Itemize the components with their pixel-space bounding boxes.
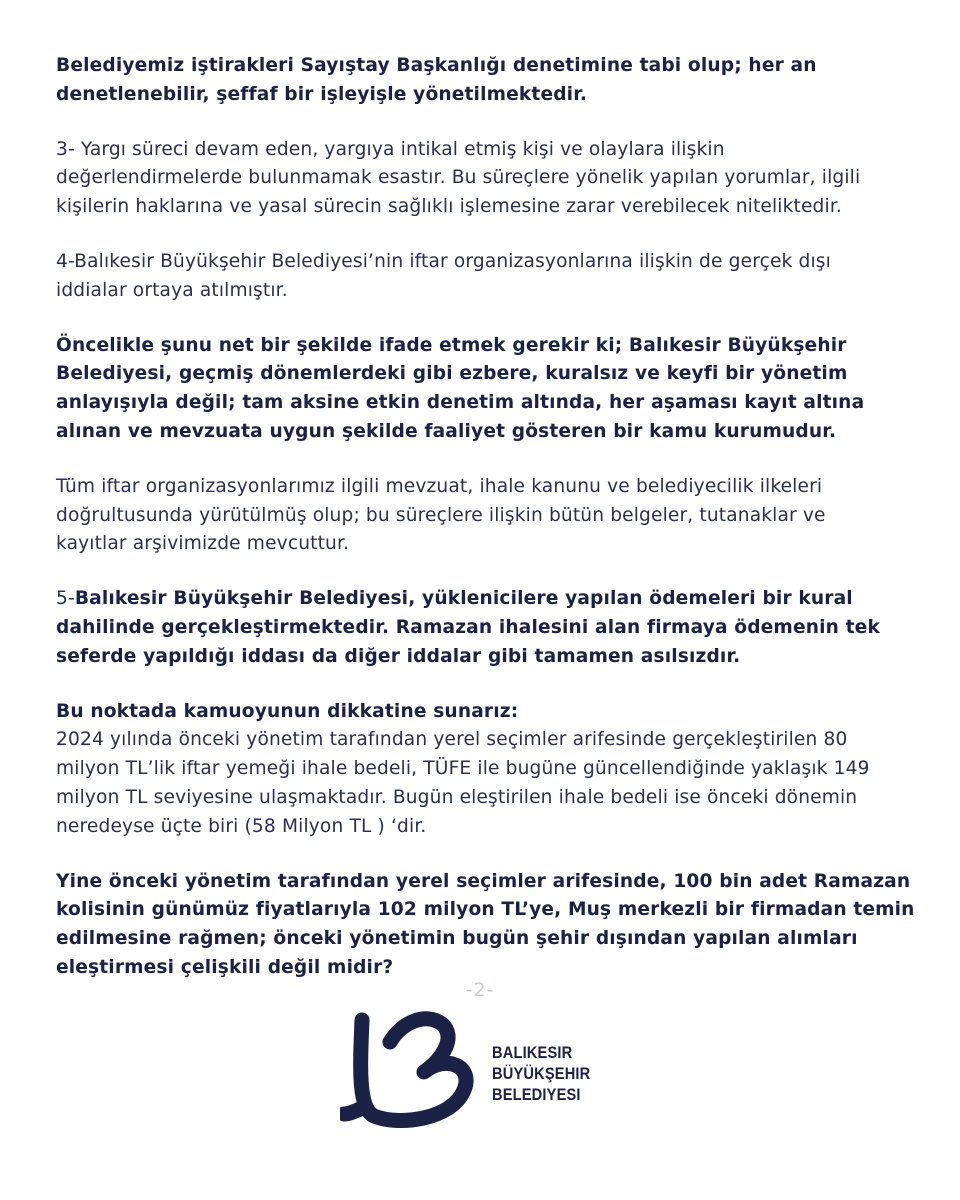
text-line: Öncelikle şunu net bir şekilde ifade etmek gerekir ki; Balıkesir Büyükşehir <box>56 334 847 356</box>
text-line: Yine önceki yönetim tarafından yerel seçimler arifesinde, 100 bin adet Ramazan <box>56 870 911 892</box>
text-line: dahilinde gerçekleştirmektedir. Ramazan ihalesini alan firmaya ödemenin tek <box>56 616 880 638</box>
item-number: 5- <box>56 588 75 610</box>
text-line: doğrultusunda yürütülmüş olup; bu süreçlere ilişkin bütün belgeler, tutanaklar ve <box>56 504 826 526</box>
paragraph-item-3 <box>56 136 912 222</box>
text-line: seferde yapıldığı iddası da diğer iddalar gibi tamamen asılsızdır. <box>56 645 741 667</box>
heart-b-logo-icon <box>340 1008 480 1133</box>
text-line: değerlendirmelerde bulunmamak esastır. Bu süreçlere yönelik yapılan yorumlar, ilgili <box>56 167 861 189</box>
text-segment: Balıkesir Büyükşehir Belediyesi, yüklenicilere yapılan ödemeleri bir kural <box>74 588 853 610</box>
text-line: alınan ve mevzuata uygun şekilde faaliyet gösteren bir kamu kurumudur. <box>56 420 837 442</box>
text-line: kolisinin günümüz fiyatlarıyla 102 milyon TL’ye, Muş merkezli bir firmadan temin <box>56 899 915 921</box>
text-line <box>56 585 912 614</box>
municipality-logo <box>340 1008 640 1138</box>
text-line: kişilerin haklarına ve yasal sürecin sağlıklı işlemesine zarar verebilecek niteliktedir. <box>56 196 842 218</box>
logo-text-line: BELEDIYESI <box>492 1085 581 1104</box>
text-line: edilmesine rağmen; önceki yönetimin bugün şehir dışından yapılan alımları <box>56 928 858 950</box>
paragraph-iftar-records <box>56 473 912 559</box>
text-line: milyon TL seviyesine ulaşmaktadır. Bugün eleştirilen ihale bedeli ise önceki dönemin <box>56 786 858 808</box>
paragraph-closing-question <box>56 868 915 983</box>
page-number: -2- <box>465 979 495 1001</box>
logo-wordmark <box>492 1042 590 1105</box>
text-line: neredeyse üçte biri (58 Milyon TL ) ‘dir. <box>56 815 427 837</box>
text-line: denetlenebilir, şeffaf bir işleyişle yönetilmektedir. <box>56 83 588 105</box>
section-heading: Bu noktada kamuoyunun dikkatine sunarız: <box>56 700 519 722</box>
paragraph-intro-bold <box>56 52 912 110</box>
text-line: 4-Balıkesir Büyükşehir Belediyesi’nin iftar organizasyonlarına ilişkin de gerçek dışı <box>56 250 831 272</box>
text-line: Tüm iftar organizasyonlarımız ilgili mevzuat, ihale kanunu ve belediyecilik ilkeleri <box>56 475 823 497</box>
paragraph-item-4 <box>56 248 912 306</box>
logo-text-line: BÜYÜKŞEHIR <box>492 1064 591 1083</box>
text-line: Belediyemiz iştirakleri Sayıştay Başkanlığı denetimine tabi olup; her an <box>56 55 817 76</box>
document-body <box>56 52 915 1009</box>
text-line: 3- Yargı süreci devam eden, yargıya intikal etmiş kişi ve olaylara ilişkin <box>56 138 725 160</box>
text-line: eleştirmesi çelişkili değil midir? <box>56 956 394 978</box>
text-line: Belediyesi, geçmiş dönemlerdeki gibi ezbere, kuralsız ve keyfi bir yönetim <box>56 363 848 385</box>
text-line: milyon TL’lik iftar yemeği ihale bedeli, TÜFE ile bugüne güncellendiğinde yaklaşık 149 <box>56 758 870 780</box>
text-line: iddialar ortaya atılmıştır. <box>56 279 288 301</box>
paragraph-public-notice <box>56 698 912 842</box>
text-line: kayıtlar arşivimizde mevcuttur. <box>56 533 350 555</box>
text-line: 2024 yılında önceki yönetim tarafından yerel seçimler arifesinde gerçekleştirilen 80 <box>56 729 848 751</box>
paragraph-item-5 <box>56 585 912 671</box>
logo-text-line: BALIKESIR <box>492 1043 573 1062</box>
paragraph-statement-bold <box>56 332 912 447</box>
text-line: anlayışıyla değil; tam aksine etkin denetim altında, her aşaması kayıt altına <box>56 392 865 414</box>
